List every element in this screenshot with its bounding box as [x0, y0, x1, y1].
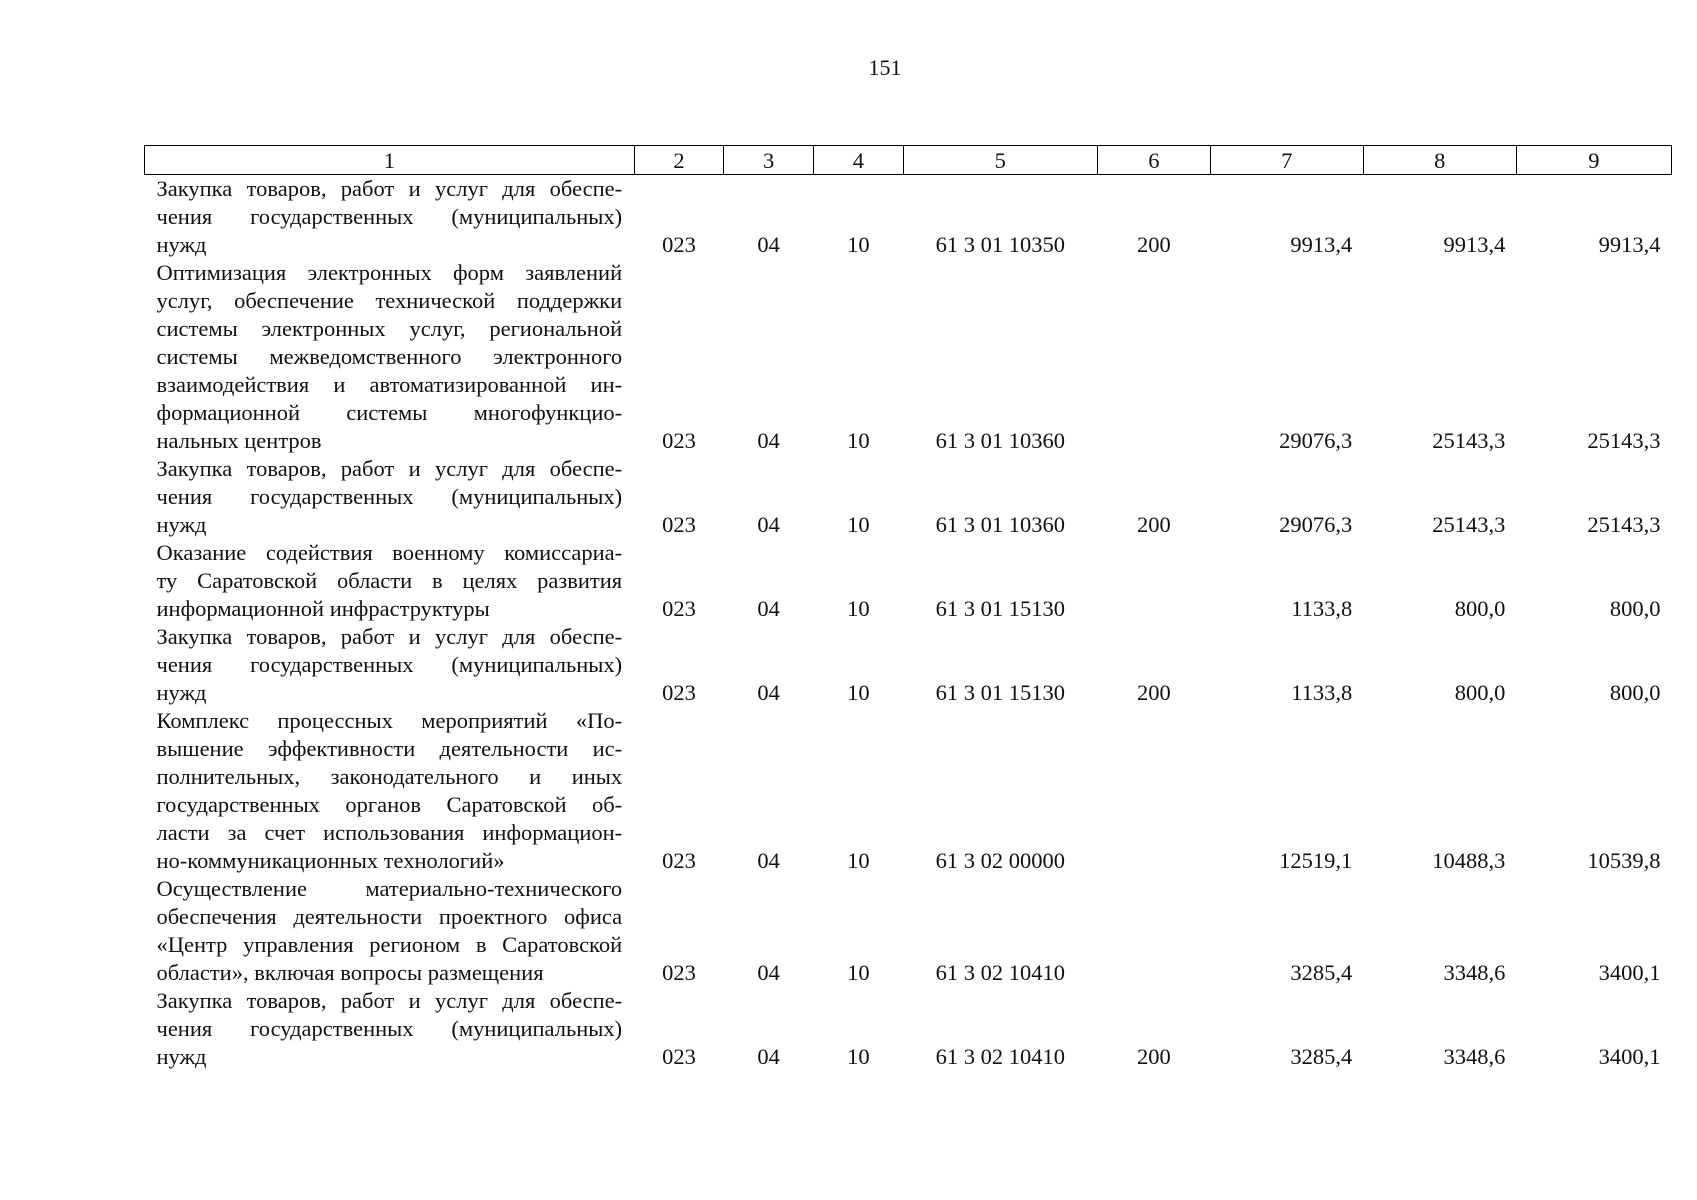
row-code-target: 61 3 01 10350	[935, 232, 1065, 257]
header-col-3: 3	[724, 146, 814, 175]
row-name-line: полнительных, законодательного и иных	[156, 764, 623, 789]
row-code-expense-type	[1097, 259, 1210, 455]
row-name-line: чения государственных (муниципальных)	[156, 652, 623, 677]
row-name-line: но-коммуникационных технологий»	[156, 848, 505, 873]
row-amount-col7: 3285,4	[1290, 1044, 1353, 1069]
table-row	[145, 987, 1672, 1071]
row-name-line: нужд	[156, 232, 207, 257]
row-amount-col9: 9913,4	[1598, 232, 1661, 257]
row-name	[145, 259, 635, 455]
table-row	[145, 623, 1672, 707]
table-row	[145, 259, 1672, 455]
row-amount-col7: 9913,4	[1290, 232, 1353, 257]
row-name-line: государственных органов Саратовской об-	[156, 792, 623, 817]
row-amount-col8: 800,0	[1454, 596, 1506, 621]
header-col-4: 4	[814, 146, 904, 175]
row-code-subsection: 10	[847, 596, 870, 621]
row-name-line: Закупка товаров, работ и услуг для обеспе-	[156, 456, 623, 481]
row-code-subsection: 10	[847, 1044, 870, 1069]
row-name-line: нальных центров	[156, 428, 322, 453]
row-name-line: информационной инфраструктуры	[156, 596, 490, 621]
row-name-line: Комплекс процессных мероприятий «По-	[156, 708, 623, 733]
row-name	[145, 539, 635, 623]
page-number: 151	[868, 55, 902, 80]
row-name-line: взаимодействия и автоматизированной ин-	[156, 372, 623, 397]
row-amount-col9: 25143,3	[1587, 512, 1661, 537]
row-code-ministry: 023	[662, 232, 696, 257]
table-row	[145, 539, 1672, 623]
row-name-line: услуг, обеспечение технической поддержки	[156, 288, 623, 313]
row-amount-col9: 3400,1	[1598, 1044, 1661, 1069]
row-amount-col8: 800,0	[1454, 680, 1506, 705]
row-code-subsection: 10	[847, 960, 870, 985]
row-code-target: 61 3 01 15130	[935, 680, 1065, 705]
row-code-subsection: 10	[847, 512, 870, 537]
row-amount-col9: 25143,3	[1587, 428, 1661, 453]
row-code-expense-type: 200	[1136, 680, 1171, 705]
row-name-line: ту Саратовской области в целях развития	[156, 568, 623, 593]
row-name-line: Закупка товаров, работ и услуг для обеспе-	[156, 176, 623, 201]
header-col-1: 1	[145, 146, 635, 175]
row-name-line: нужд	[156, 512, 207, 537]
header-col-9: 9	[1516, 146, 1671, 175]
row-code-ministry: 023	[662, 848, 696, 873]
header-row	[145, 146, 1672, 175]
row-amount-col7: 29076,3	[1279, 428, 1353, 453]
row-code-section: 04	[757, 596, 780, 621]
row-code-target: 61 3 01 10360	[935, 512, 1065, 537]
header-col-8: 8	[1363, 146, 1516, 175]
row-amount-col8: 9913,4	[1443, 232, 1506, 257]
row-code-ministry: 023	[662, 596, 696, 621]
row-name-line: формационной системы многофункцио-	[156, 400, 623, 425]
row-name	[145, 987, 635, 1071]
row-name-line: системы электронных услуг, региональной	[156, 316, 623, 341]
row-name	[145, 875, 635, 987]
row-name-line: вышение эффективности деятельности ис-	[156, 736, 623, 761]
row-name-line: Осуществление материально-технического	[156, 876, 623, 901]
row-code-ministry: 023	[662, 960, 696, 985]
row-code-section: 04	[757, 512, 780, 537]
row-name	[145, 707, 635, 875]
row-name-line: чения государственных (муниципальных)	[156, 204, 623, 229]
row-amount-col8: 10488,3	[1432, 848, 1506, 873]
table-row	[145, 707, 1672, 875]
budget-table	[144, 145, 1672, 1071]
row-code-ministry: 023	[662, 1044, 696, 1069]
row-code-expense-type: 200	[1136, 232, 1171, 257]
row-amount-col8: 3348,6	[1443, 960, 1506, 985]
row-code-section: 04	[757, 232, 780, 257]
table-row	[145, 875, 1672, 987]
row-code-ministry: 023	[662, 680, 696, 705]
row-name-line: нужд	[156, 1044, 207, 1069]
table-row	[145, 455, 1672, 539]
row-name-line: Закупка товаров, работ и услуг для обеспе-	[156, 624, 623, 649]
row-code-subsection: 10	[847, 232, 870, 257]
row-code-target: 61 3 02 10410	[935, 960, 1065, 985]
header-col-5: 5	[903, 146, 1097, 175]
table-body	[145, 175, 1672, 1072]
row-code-target: 61 3 02 00000	[935, 848, 1065, 873]
row-amount-col7: 1133,8	[1291, 680, 1353, 705]
row-name-line: чения государственных (муниципальных)	[156, 1016, 623, 1041]
row-code-expense-type: 200	[1136, 512, 1171, 537]
row-name-line: системы межведомственного электронного	[156, 344, 623, 369]
row-code-target: 61 3 01 10360	[935, 428, 1065, 453]
row-amount-col8: 25143,3	[1432, 428, 1506, 453]
row-code-expense-type	[1097, 539, 1210, 623]
header-col-2: 2	[634, 146, 724, 175]
row-code-section: 04	[757, 848, 780, 873]
row-name-line: обеспечения деятельности проектного офиса	[156, 904, 623, 929]
header-col-6: 6	[1097, 146, 1210, 175]
table-row	[145, 175, 1672, 260]
row-amount-col9: 800,0	[1609, 680, 1661, 705]
row-name-line: Оказание содействия военному комиссариа-	[156, 540, 623, 565]
row-amount-col9: 10539,8	[1587, 848, 1661, 873]
row-code-expense-type	[1097, 707, 1210, 875]
row-amount-col7: 3285,4	[1290, 960, 1353, 985]
row-amount-col7: 12519,1	[1279, 848, 1353, 873]
row-amount-col9: 3400,1	[1598, 960, 1661, 985]
row-code-ministry: 023	[662, 512, 696, 537]
row-code-section: 04	[757, 960, 780, 985]
row-name	[145, 623, 635, 707]
header-col-7: 7	[1210, 146, 1363, 175]
row-name-line: области», включая вопросы размещения	[156, 960, 544, 985]
row-code-subsection: 10	[847, 848, 870, 873]
row-name-line: чения государственных (муниципальных)	[156, 484, 623, 509]
row-code-section: 04	[757, 680, 780, 705]
row-code-section: 04	[757, 428, 780, 453]
table-header	[145, 146, 1672, 175]
row-name-line: «Центр управления регионом в Саратовской	[156, 932, 623, 957]
row-name-line: нужд	[156, 680, 207, 705]
row-code-target: 61 3 02 10410	[935, 1044, 1065, 1069]
row-amount-col9: 800,0	[1609, 596, 1661, 621]
row-amount-col8: 25143,3	[1432, 512, 1506, 537]
row-code-subsection: 10	[847, 428, 870, 453]
row-amount-col8: 3348,6	[1443, 1044, 1506, 1069]
row-code-expense-type: 200	[1136, 1044, 1171, 1069]
row-code-section: 04	[757, 1044, 780, 1069]
row-amount-col7: 1133,8	[1291, 596, 1353, 621]
row-name-line: Закупка товаров, работ и услуг для обеспе-	[156, 988, 623, 1013]
row-name-line: Оптимизация электронных форм заявлений	[156, 260, 623, 285]
row-code-target: 61 3 01 15130	[935, 596, 1065, 621]
row-name-line: ласти за счет использования информацион-	[156, 820, 623, 845]
row-name	[145, 175, 635, 260]
row-code-ministry: 023	[662, 428, 696, 453]
row-name	[145, 455, 635, 539]
row-code-expense-type	[1097, 875, 1210, 987]
row-amount-col7: 29076,3	[1279, 512, 1353, 537]
row-code-subsection: 10	[847, 680, 870, 705]
